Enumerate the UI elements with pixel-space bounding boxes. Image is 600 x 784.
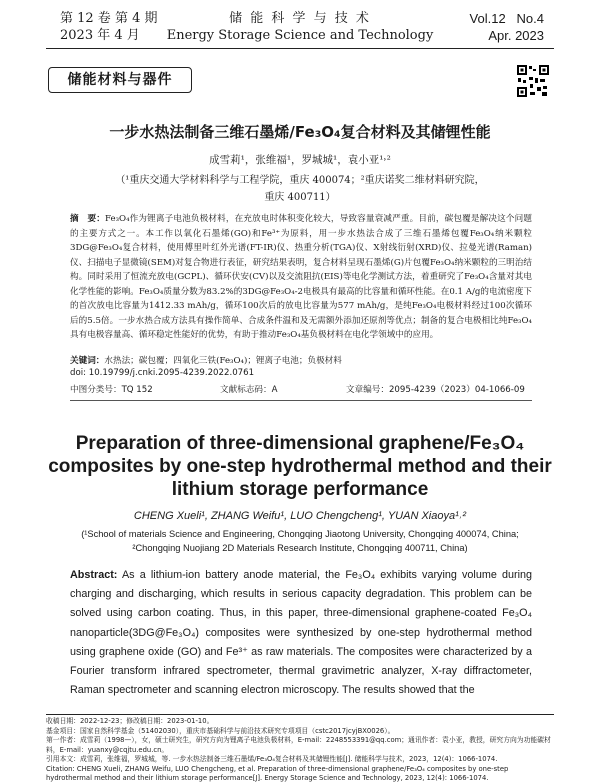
volume-issue-cn: 第 12 卷 第 4 期 — [60, 11, 158, 26]
doi[interactable]: doi: 10.19799/j.cnki.2095-4239.2022.0761 — [70, 368, 255, 378]
footnote-author: 第一作者：成雪莉（1998—），女，硕士研究生，研究方向为锂离子电池负极材料，E-mail：2248553391@qq.com；通讯作者：袁小亚，教授，研究方向为功能碳材料，E-mail：yuanxy@cqjtu.edu.cn。 — [46, 736, 551, 754]
authors-cn: 成雪莉¹，张维福¹，罗城城¹，袁小亚¹˒² — [209, 154, 391, 166]
footnote-received: 收稿日期：2022-12-23；修改稿日期：2023-01-10。 — [46, 717, 214, 725]
date-en: Apr. 2023 — [488, 28, 544, 43]
divider — [70, 400, 532, 401]
affiliation-cn-line-2: 重庆 400711） — [264, 192, 336, 203]
abstract-en-label: Abstract: — [70, 569, 118, 581]
journal-name-en: Energy Storage Science and Technology — [166, 28, 434, 43]
keywords-cn — [70, 354, 342, 366]
article-title-en: Preparation of three-dimensional graphene/Fe₃O₄ composites by one-step hydrothermal method and their lithium storage performance — [48, 433, 552, 500]
footnote-cite-en: Citation: CHENG Xueli, ZHANG Weifu, LUO Chengcheng, et al. Preparation of three-dimensional graphene/Fe₃O₄ composites by one-step hydrothermal method and their lithium storage performance[J]. Energy Storage Science and Technology, 2023, 12(4): 1066-1074. — [46, 764, 509, 782]
affiliation-en: (¹School of materials Science and Engineering, Chongqing Jiaotong University, Chongqing 400074, China; ²Chongqing Nuojiang 2D Materials Research Institute, Chongqing 400711, China) — [81, 529, 519, 553]
authors-en: CHENG Xueli¹, ZHANG Weifu¹, LUO Chengcheng¹, YUAN Xiaoya¹˒² — [133, 510, 467, 522]
qr-code-icon — [516, 64, 550, 98]
affiliations-cn — [80, 172, 520, 206]
keywords-cn-label: 关键词： — [70, 356, 105, 366]
footnote-funding: 基金项目：国家自然科学基金（51402030），重庆市基础科学与前沿技术研究专项项目（cstc2017jcyjBX0026）。 — [46, 726, 395, 735]
footnote-rule — [46, 714, 554, 715]
date-cn: 2023 年 4 月 — [60, 28, 140, 43]
footnotes — [46, 717, 556, 784]
abstract-en-text: As a lithium-ion battery anode material, the Fe₃O₄ exhibits varying volume during charging and discharging, which results in serious capacity degradation. This problem can be solved using carbon coating. Thus, in this paper, three-dimensional graphene-coated Fe₃O₄ nanoparticle(3DG@Fe₃O₄) composites were synthesized by one-step hydrothermal method using graphene oxide (GO) and Fe³⁺ as raw materials. The composites were characterized by a Fourier transform infrared spectrometer, thermal gravimetric analyzer, X-ray diffractometer, Raman spectrometer and scanning electron microscopy. The results showed that the — [70, 569, 532, 697]
affiliation-cn-line-1: （¹重庆交通大学材料科学与工程学院，重庆 400074；²重庆诺奖二维材料研究院， — [115, 175, 485, 186]
volume-issue-en: Vol.12 No.4 — [469, 11, 544, 26]
abstract-cn-text: Fe₃O₄作为锂离子电池负极材料，在充放电时体积变化较大，导致容量衰减严重。目前，碳包覆是解决这个问题的主要方式之一。本工作以氧化石墨烯(GO)和Fe³⁺为原料，用一步水热法合成了三维石墨烯包覆Fe₃O₄纳米颗粒3DG@Fe₃O₄复合材料，使用傅里叶红外光谱(FT-IR)仪、热重分析(TGA)仪、X射线衍射(XRD)仪、拉曼光谱(Raman)仪、扫描电子显微镜(SEM)对复合物进行表征，研究结果表明，复合材料呈现石墨烯(G)片包覆Fe₃O₄纳米颗粒的三明治结构。同时采用了恒流充放电(GCPL)、循环伏安(CV)以及交流阻抗(EIS)等电化学测试方法，着重研究了Fe₃O₄含量对其电化学性能的影响。Fe₃O₄质量分数为83.2%的3DG@Fe₃O₄-2电极具有最高的比容量和循环性能。在0.1 A/g的电流密度下的首次放电比容量为1412.33 mAh/g，循环100次后的放电比容量为577 mAh/g，是纯Fe₃O₄电极材料经过100次循环后的5.5倍。一步水热合成方法具有操作简单、合成条件温和及无需额外添加还原剂等优点；制备的复合电极相比纯Fe₃O₄具有电极容量高、循环稳定性能好的优势，有助于推动Fe₃O₄基负极材料在电化学领域中的应用。 — [70, 214, 532, 340]
article-title-cn: 一步水热法制备三维石墨烯/Fe₃O₄复合材料及其储锂性能 — [109, 123, 491, 141]
journal-name-cn: 储 能 科 学 与 技 术 — [229, 11, 371, 26]
header-rule — [46, 48, 554, 49]
abstract-cn — [70, 212, 532, 343]
document-code: 文献标志码：A — [220, 385, 278, 395]
section-tag: 储能材料与器件 — [48, 67, 192, 93]
abstract-cn-label: 摘 要： — [70, 214, 105, 224]
keywords-cn-text: 水热法；碳包覆；四氧化三铁(Fe₃O₄)；锂离子电池；负极材料 — [104, 356, 342, 366]
abstract-en — [70, 566, 532, 700]
article-number: 文章编号：2095-4239（2023）04-1066-09 — [346, 385, 525, 395]
footnote-cite-cn: 引用本文：成雪莉，张维福，罗城城，等. 一步水热法制备三维石墨烯/Fe₃O₄复合材料及其储锂性能[J]. 储能科学与技术，2023，12(4)：1066-1074. — [46, 755, 498, 763]
clc-number: 中图分类号：TQ 152 — [70, 385, 153, 395]
